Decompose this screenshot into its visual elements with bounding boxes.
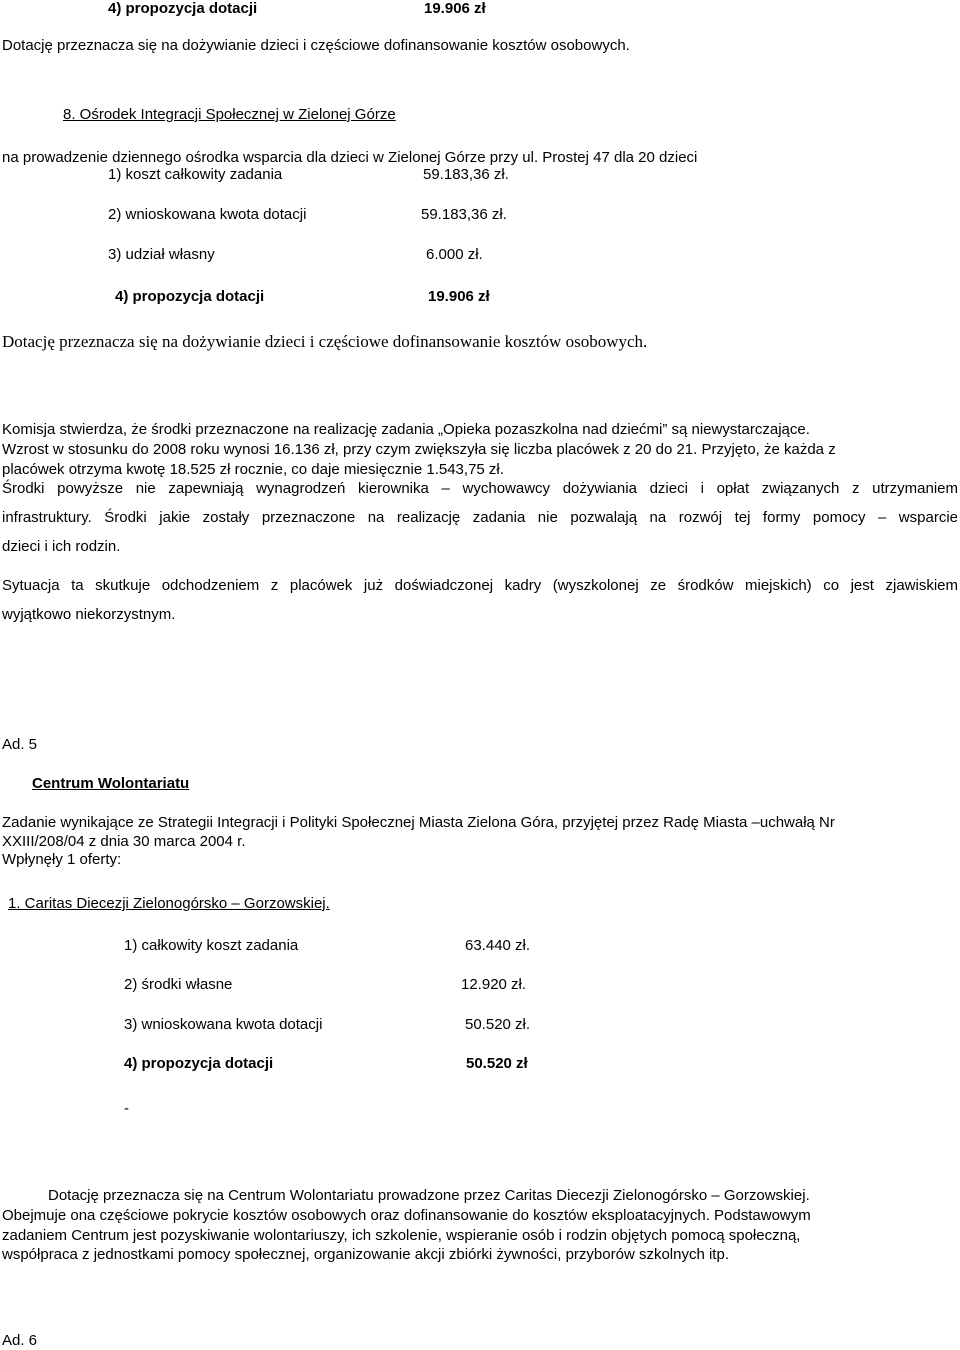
ad5-offers: Wpłynęły 1 oferty: (2, 851, 122, 868)
commission-line2: Wzrost w stosunku do 2008 roku wynosi 16.136 zł, przy czym zwiększyła się liczba placówek z 20 do 21. Przyjęto, że każda z (2, 441, 836, 458)
ad5-item3-label: 3) wnioskowana kwota dotacji (124, 1016, 323, 1033)
commission-line7: Sytuacja ta skutkuje odchodzeniem z placówek już doświadczonej kadry (wyszkolonej ze środków miejskich) co jest zjawiskiem (2, 577, 958, 594)
commission-line5: infrastruktury. Środki jakie zostały przeznaczone na realizację zadania nie pozwalają na rozwój tej formy pomocy – wsparcie (2, 509, 958, 526)
ad5-label: Ad. 5 (2, 736, 38, 753)
top-purpose: Dotację przeznacza się na dożywianie dzieci i częściowe dofinansowanie kosztów osobowych. (2, 37, 630, 54)
ad5-item4-label: 4) propozycja dotacji (124, 1055, 274, 1072)
ad5-item1-label: 1) całkowity koszt zadania (124, 937, 299, 954)
ad5-item2-label: 2) środki własne (124, 976, 233, 993)
ad5-intro1: Zadanie wynikające ze Strategii Integracji i Polityki Społecznej Miasta Zielona Góra, przyjętej przez Radę Miasta –uchwałą Nr (2, 814, 835, 831)
ad5-desc1: Dotację przeznacza się na Centrum Wolontariatu prowadzone przez Caritas Diecezji Zielonogórsko – Gorzowskiej. (48, 1187, 810, 1204)
section8-desc: na prowadzenie dziennego ośrodka wsparcia dla dzieci w Zielonej Górze przy ul. Prostej 47 dla 20 dzieci (2, 149, 698, 166)
top-item4-value: 19.906 zł (424, 0, 486, 17)
ad5-item4-value: 50.520 zł (466, 1055, 528, 1072)
ad5-desc4: współpraca z jednostkami pomocy społecznej, organizowanie akcji zbiórki żywności, przyborów szkolnych itp. (2, 1246, 729, 1263)
section8-item2-value: 59.183,36 zł. (421, 206, 507, 223)
ad5-desc3: zadaniem Centrum jest pozyskiwanie wolontariuszy, ich szkolenie, wspieranie osób i rodzin objętych pomocą społeczną, (2, 1227, 801, 1244)
section8-item1-label: 1) koszt całkowity zadania (108, 166, 283, 183)
section8-item1-value: 59.183,36 zł. (423, 166, 509, 183)
commission-line8: wyjątkowo niekorzystnym. (2, 606, 176, 623)
section8-purpose: Dotację przeznacza się na dożywianie dzieci i częściowe dofinansowanie kosztów osobowych. (2, 332, 648, 351)
section8-item2-label: 2) wnioskowana kwota dotacji (108, 206, 307, 223)
section8-item3-label: 3) udział własny (108, 246, 215, 263)
section8-item4-value: 19.906 zł (428, 288, 490, 305)
section8-heading: 8. Ośrodek Integracji Społecznej w Zielonej Górze (63, 106, 396, 123)
ad5-intro2: XXIII/208/04 z dnia 30 marca 2004 r. (2, 833, 246, 850)
ad5-item3-value: 50.520 zł. (465, 1016, 531, 1033)
ad5-title: Centrum Wolontariatu (32, 775, 190, 792)
section8-item3-value: 6.000 zł. (426, 246, 483, 263)
ad5-org: 1. Caritas Diecezji Zielonogórsko – Gorzowskiej. (8, 895, 330, 912)
ad6-label: Ad. 6 (2, 1332, 38, 1349)
ad5-item2-value: 12.920 zł. (461, 976, 527, 993)
commission-line3: placówek otrzyma kwotę 18.525 zł rocznie, co daje miesięcznie 1.543,75 zł. (2, 461, 504, 478)
ad5-item1-value: 63.440 zł. (465, 937, 531, 954)
section8-item4-label: 4) propozycja dotacji (115, 288, 265, 305)
top-item4-label: 4) propozycja dotacji (108, 0, 258, 17)
commission-line1: Komisja stwierdza, że środki przeznaczone na realizację zadania „Opieka pozaszkolna nad dziećmi” są niewystarczające. (2, 421, 810, 438)
commission-line6: dzieci i ich rodzin. (2, 538, 121, 555)
ad5-desc2: Obejmuje ona częściowe pokrycie kosztów osobowych oraz dofinansowanie do kosztów eksploatacyjnych. Podstawowym (2, 1207, 811, 1224)
ad5-dash: - (124, 1100, 129, 1117)
commission-line4: Środki powyższe nie zapewniają wynagrodzeń kierownika – wychowawcy dożywiania dzieci i opłat związanych z utrzymaniem (2, 480, 958, 497)
